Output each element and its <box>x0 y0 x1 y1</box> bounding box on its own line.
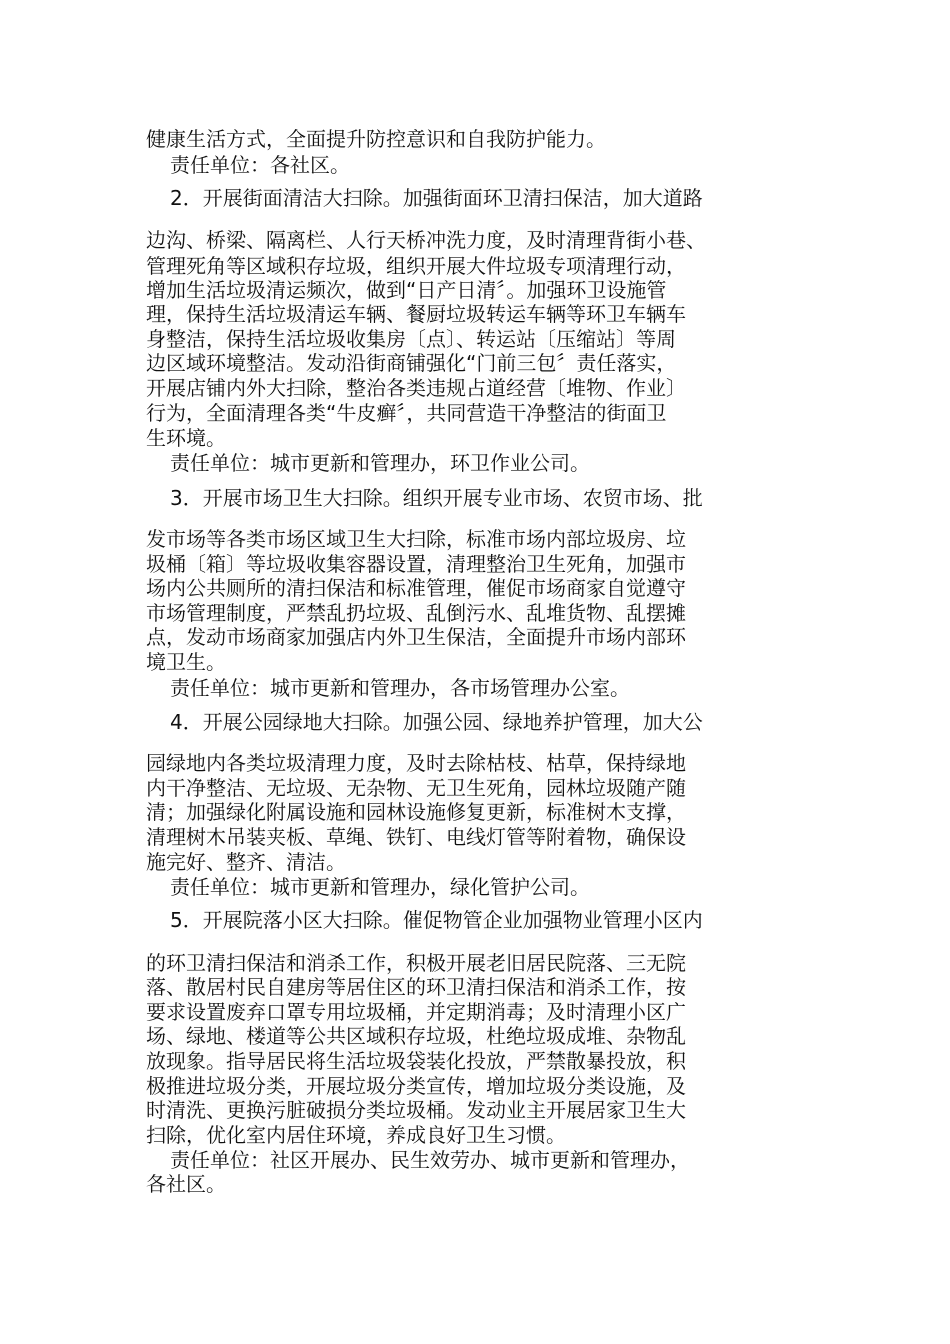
text-line: 放现象。指导居民将生活垃圾袋装化投放，严禁散暴投放，积 <box>146 1049 686 1073</box>
text-line: 责任单位：城市更新和管理办，环卫作业公司。 <box>170 451 590 475</box>
text-line: 发市场等各类市场区域卫生大扫除，标准市场内部垃圾房、垃 <box>146 527 686 551</box>
text-line: 开展店铺内外大扫除，整治各类违规占道经营〔堆物、作业〕 <box>146 376 686 400</box>
text-line: 境卫生。 <box>146 650 226 674</box>
text-line: 落、散居村民自建房等居住区的环卫清扫保洁和消杀工作，按 <box>146 975 686 999</box>
text-line: 圾桶〔箱〕等垃圾收集容器设置，清理整治卫生死角，加强市 <box>146 552 686 576</box>
text-line: 行为，全面清理各类“牛皮癣〞，共同营造干净整洁的街面卫 <box>146 401 667 425</box>
text-line: 理，保持生活垃圾清运车辆、餐厨垃圾转运车辆等环卫车辆车 <box>146 302 686 326</box>
text-line: 责任单位：城市更新和管理办，绿化管护公司。 <box>170 875 590 899</box>
section-heading-line: 3．开展市场卫生大扫除。组织开展专业市场、农贸市场、批 <box>170 486 703 510</box>
text-line: 场、绿地、楼道等公共区域积存垃圾，杜绝垃圾成堆、杂物乱 <box>146 1024 686 1048</box>
text-line: 施完好、整齐、清洁。 <box>146 850 346 874</box>
text-line: 边区域环境整洁。发动沿街商铺强化“门前三包〞责任落实， <box>146 351 677 375</box>
text-line: 点，发动市场商家加强店内外卫生保洁，全面提升市场内部环 <box>146 625 686 649</box>
section-heading-line: 2．开展街面清洁大扫除。加强街面环卫清扫保洁，加大道路 <box>170 186 703 210</box>
text-line: 责任单位：社区开展办、民生效劳办、城市更新和管理办， <box>170 1148 690 1172</box>
text-line: 的环卫清扫保洁和消杀工作，积极开展老旧居民院落、三无院 <box>146 951 686 975</box>
text-line: 场内公共厕所的清扫保洁和标准管理，催促市场商家自觉遵守 <box>146 576 686 600</box>
text-line: 责任单位：各社区。 <box>170 153 350 177</box>
section-heading-line: 4．开展公园绿地大扫除。加强公园、绿地养护管理，加大公 <box>170 710 703 734</box>
text-line: 管理死角等区域积存垃圾，组织开展大件垃圾专项清理行动， <box>146 254 686 278</box>
text-line: 时清洗、更换污脏破损分类垃圾桶。发动业主开展居家卫生大 <box>146 1098 686 1122</box>
text-line: 扫除，优化室内居住环境，养成良好卫生习惯。 <box>146 1123 566 1147</box>
text-line: 增加生活垃圾清运频次，做到“日产日清〞。加强环卫设施管 <box>146 278 667 302</box>
text-line: 生环境。 <box>146 426 226 450</box>
text-line: 极推进垃圾分类，开展垃圾分类宣传，增加垃圾分类设施，及 <box>146 1074 686 1098</box>
text-line: 清；加强绿化附属设施和园林设施修复更新，标准树木支撑， <box>146 800 686 824</box>
section-heading-line: 5．开展院落小区大扫除。催促物管企业加强物业管理小区内 <box>170 908 703 932</box>
text-line: 内干净整洁、无垃圾、无杂物、无卫生死角，园林垃圾随产随 <box>146 776 686 800</box>
text-line: 边沟、桥梁、隔离栏、人行天桥冲洗力度，及时清理背街小巷、 <box>146 228 706 252</box>
text-line: 要求设置废弃口罩专用垃圾桶，并定期消毒；及时清理小区广 <box>146 1000 686 1024</box>
text-line: 各社区。 <box>146 1172 226 1196</box>
text-line: 清理树木吊装夹板、草绳、铁钉、电线灯管等附着物，确保设 <box>146 825 686 849</box>
text-line: 健康生活方式，全面提升防控意识和自我防护能力。 <box>146 127 606 151</box>
text-line: 园绿地内各类垃圾清理力度，及时去除枯枝、枯草，保持绿地 <box>146 751 686 775</box>
text-line: 责任单位：城市更新和管理办，各市场管理办公室。 <box>170 676 630 700</box>
text-line: 身整洁，保持生活垃圾收集房〔点〕、转运站〔压缩站〕等周 <box>146 327 676 351</box>
text-line: 市场管理制度，严禁乱扔垃圾、乱倒污水、乱堆货物、乱摆摊 <box>146 601 686 625</box>
